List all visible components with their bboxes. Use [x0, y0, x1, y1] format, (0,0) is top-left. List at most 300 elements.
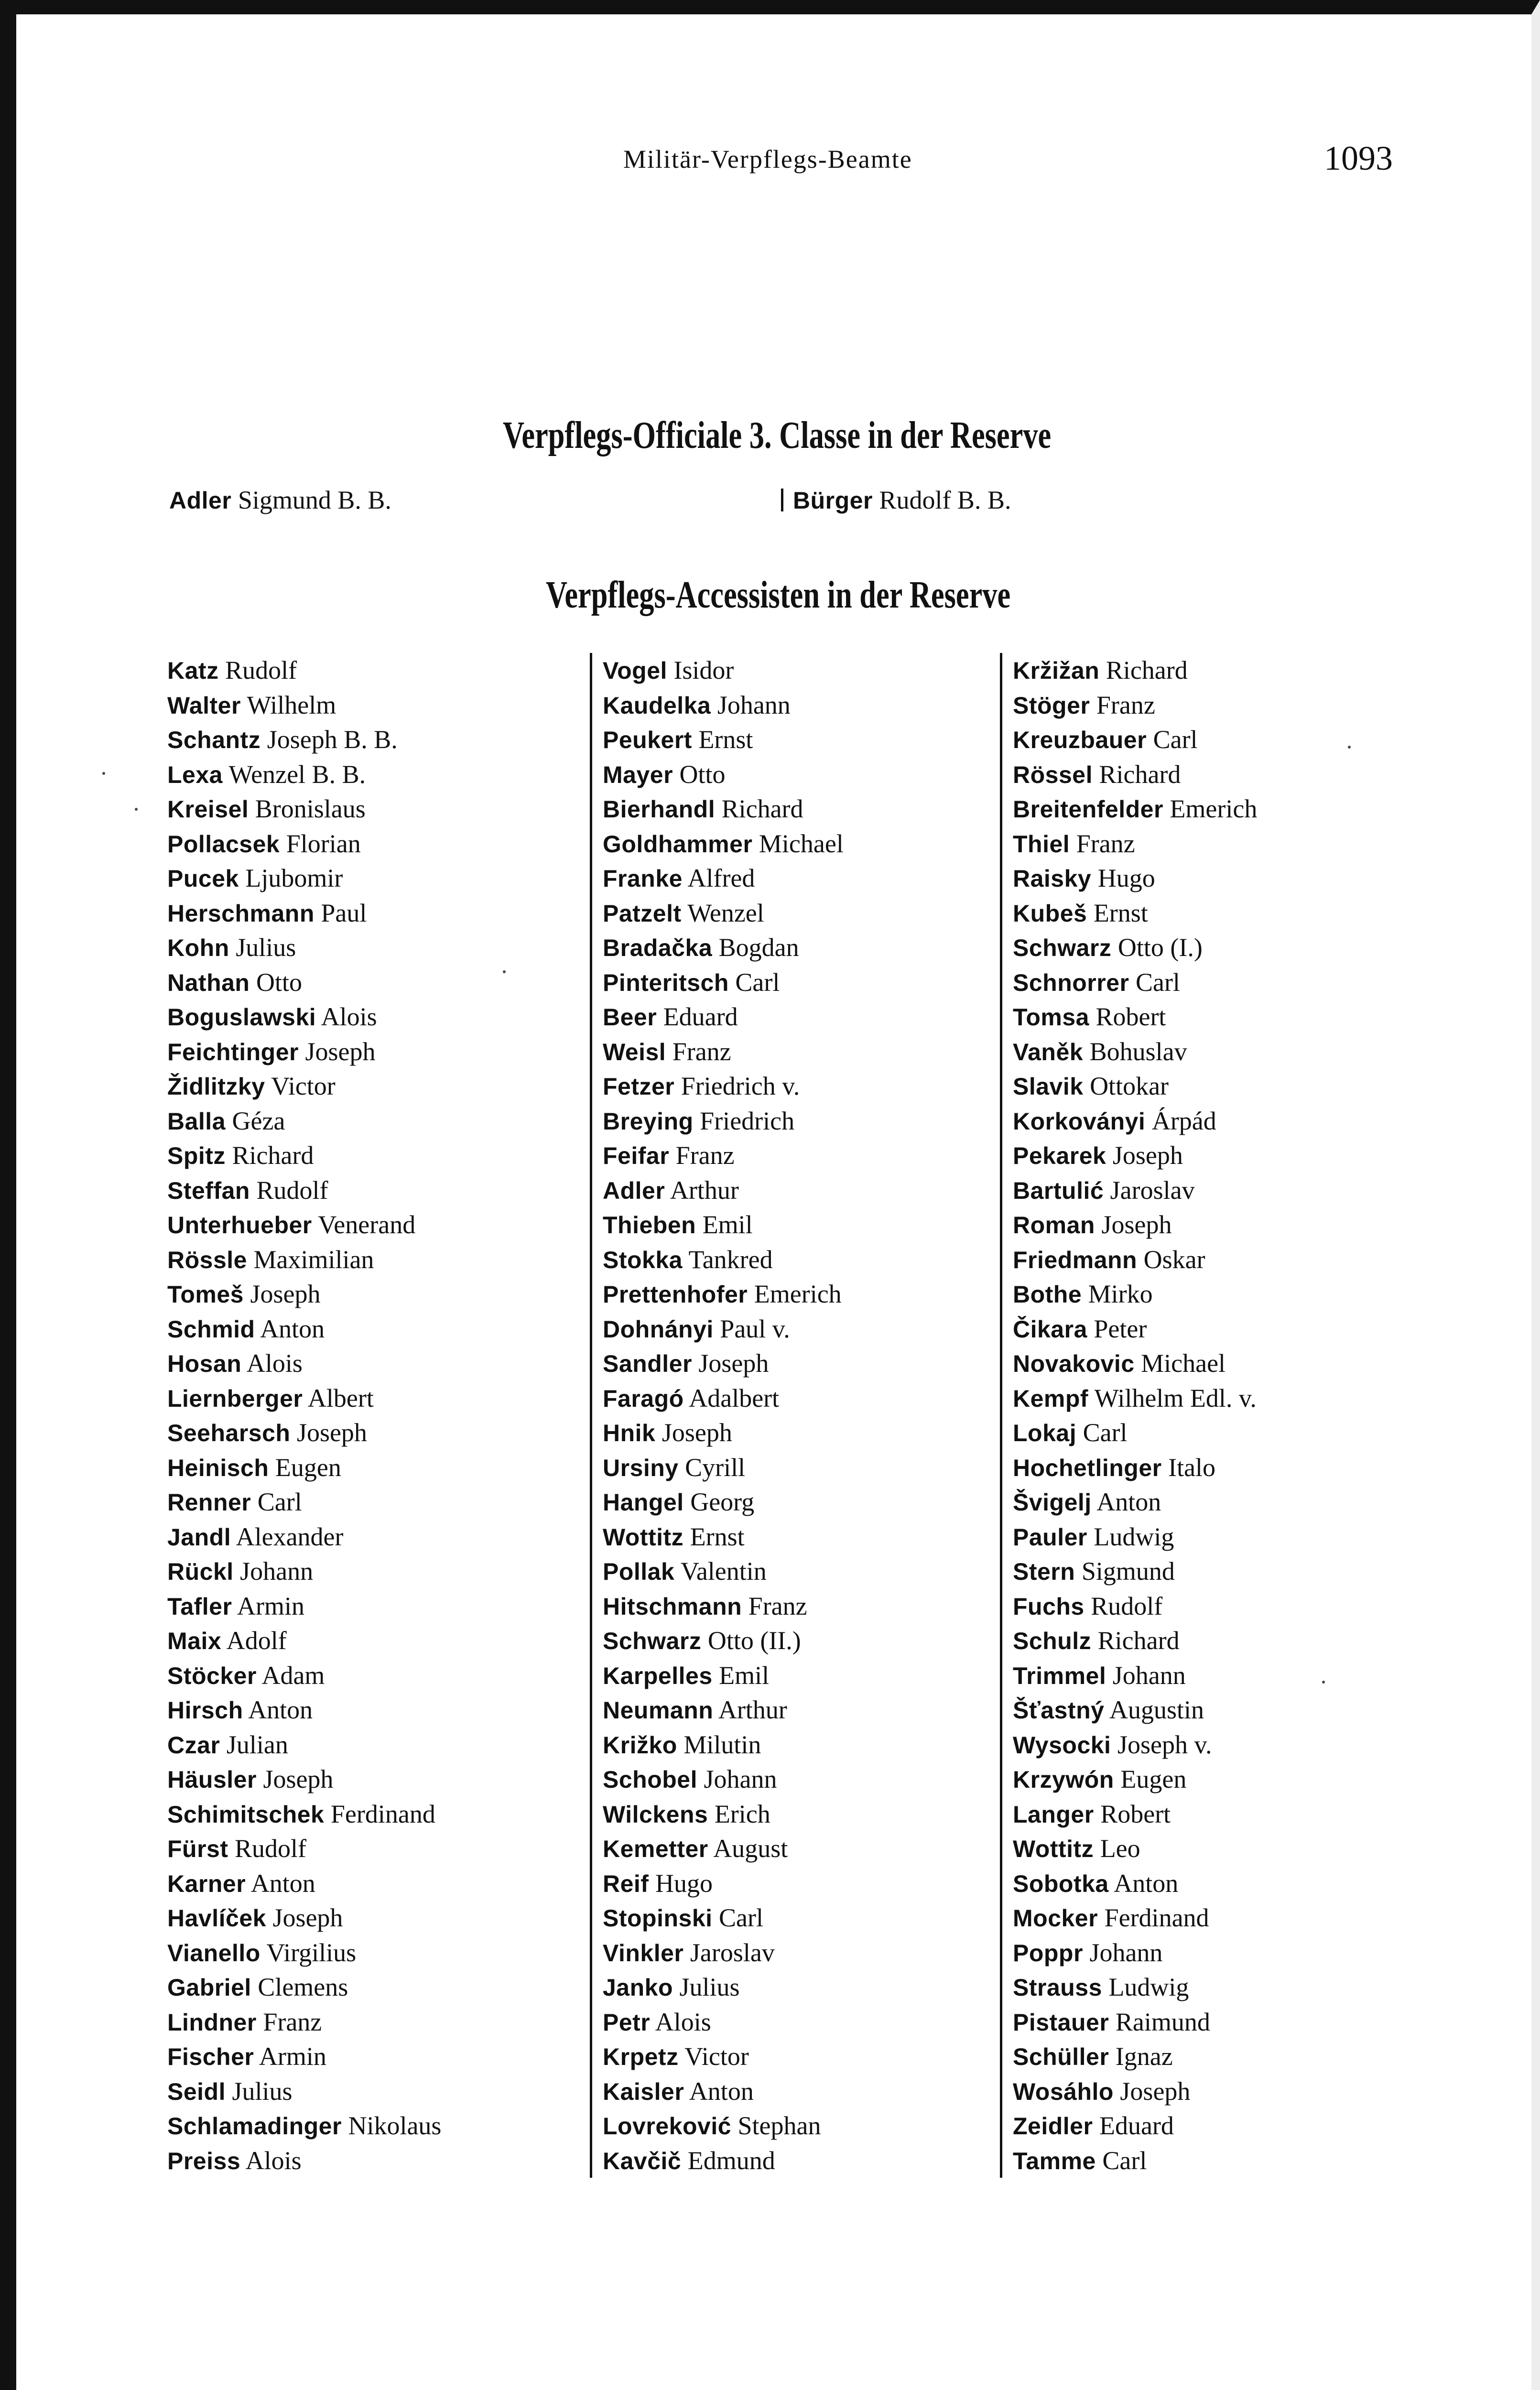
entry-surname: Boguslawski: [167, 1004, 316, 1031]
name-entry: [1013, 792, 1257, 826]
entry-given-name: Rudolf: [1091, 1591, 1163, 1620]
scan-speck: [135, 808, 138, 811]
name-entry: [1013, 1797, 1257, 1832]
entry-given-name: Armin: [259, 2042, 326, 2071]
entry-given-name: Richard: [1106, 656, 1188, 684]
name-entry: [167, 1831, 441, 1866]
entry-surname: Hangel: [603, 1489, 684, 1516]
entry-given-name: Franz: [1096, 690, 1155, 719]
entry-surname: Schlamadinger: [167, 2113, 342, 2140]
entry-given-name: Rudolf: [225, 656, 297, 684]
entry-given-name: Julius: [679, 1973, 740, 2001]
entry-surname: Stöger: [1013, 692, 1090, 719]
entry-given-name: Joseph v.: [1117, 1730, 1212, 1759]
entry-given-name: Tankred: [688, 1245, 773, 1274]
entry-surname: Sobotka: [1013, 1870, 1109, 1897]
entry-given-name: Ludwig: [1094, 1522, 1174, 1551]
name-entry: [1013, 1831, 1257, 1866]
name-entry: [167, 1242, 441, 1277]
entry-given-name: Paul: [321, 898, 367, 927]
name-entry: [1013, 688, 1257, 723]
entry-surname: Schobel: [603, 1766, 697, 1793]
entry-surname: Raisky: [1013, 865, 1092, 892]
entry-given-name: Jaroslav: [690, 1938, 775, 1967]
entry-given-name: Armin: [237, 1591, 304, 1620]
entry-given-name: Robert: [1100, 1799, 1171, 1828]
entry-surname: Pollacsek: [167, 830, 280, 858]
name-entry: [167, 1901, 441, 1935]
entry-given-name: Carl: [1135, 967, 1180, 997]
entry-surname: Kreisel: [167, 796, 249, 823]
name-entry: [167, 930, 441, 965]
entry-given-name: Árpád: [1151, 1106, 1216, 1135]
entry-surname: Hnik: [603, 1420, 656, 1446]
entry-given-name: Eugen: [275, 1453, 341, 1482]
entry-surname: Kempf: [1013, 1385, 1089, 1412]
name-entry: [1013, 2108, 1257, 2143]
entry-surname: Korkoványi: [1013, 1108, 1146, 1135]
entry-surname: Wottitz: [603, 1523, 684, 1551]
entry-given-name: Bogdan: [718, 933, 799, 962]
name-entry: [603, 930, 844, 965]
entry-surname: Karpelles: [603, 1662, 713, 1689]
entry-surname: Vaněk: [1013, 1038, 1084, 1065]
entry-given-name: Richard: [721, 794, 803, 823]
entry-surname: Breying: [603, 1108, 694, 1135]
name-entry: [603, 861, 844, 896]
entry-surname: Preiss: [167, 2147, 241, 2174]
entry-surname: Pauler: [1013, 1523, 1087, 1551]
name-entry: [603, 1762, 844, 1797]
name-entry: [167, 1485, 441, 1520]
entry-given-name: Robert: [1095, 1002, 1166, 1031]
entry-surname: Hosan: [167, 1350, 242, 1377]
entry-given-name: Bohuslav: [1089, 1037, 1187, 1066]
entry-given-name: Otto: [679, 760, 726, 789]
name-entry: [167, 1762, 441, 1797]
entry-given-name: Alexander: [236, 1522, 344, 1551]
entry-given-name: Ljubomir: [245, 864, 343, 892]
entry-given-name: Joseph: [250, 1280, 321, 1308]
name-entry: [603, 1623, 844, 1658]
name-entry: [603, 2143, 844, 2178]
entry-given-name: Augustin: [1109, 1695, 1204, 1724]
entry-surname: Seeharsch: [167, 1420, 291, 1446]
entry-surname: Kaisler: [603, 2078, 684, 2105]
entry-surname: Thiel: [1013, 830, 1070, 858]
entry-given-name: Michael: [759, 829, 844, 858]
entry-surname: Fürst: [167, 1836, 228, 1862]
entry-given-name: Clemens: [258, 1973, 348, 2001]
entry-surname: Reif: [603, 1870, 649, 1897]
entry-surname: Franke: [603, 865, 683, 892]
entry-surname: Kreuzbauer: [1013, 727, 1147, 753]
entry-surname: Kaudelka: [603, 692, 711, 719]
entry-surname: Langer: [1013, 1801, 1094, 1828]
entry-given-name: Eduard: [663, 1002, 738, 1031]
entry-surname: Pekarek: [1013, 1142, 1106, 1169]
entry-given-name: Albert: [307, 1383, 374, 1412]
entry-given-name: Rudolf: [256, 1175, 328, 1205]
name-entry: [167, 2143, 441, 2178]
name-entry: [603, 1312, 844, 1347]
entry-given-name: Valentin: [680, 1557, 767, 1586]
name-entry: [1013, 1277, 1257, 1312]
name-column-3: [1000, 653, 1257, 2178]
name-entry: [1013, 1104, 1257, 1139]
name-entry: [1013, 653, 1257, 688]
name-entry: [603, 1727, 844, 1762]
entry-surname: Patzelt: [603, 900, 682, 927]
name-entry: [603, 792, 844, 826]
entry-surname: Mayer: [603, 761, 673, 788]
name-entry: [603, 1554, 844, 1589]
entry-surname: Petr: [603, 2009, 651, 2036]
name-entry: [167, 1693, 441, 1727]
name-entry: [1013, 1727, 1257, 1762]
name-entry: [603, 2074, 844, 2109]
name-entry: [603, 722, 844, 757]
entry-given-name: Anton: [248, 1695, 313, 1724]
entry-surname: Havlíček: [167, 1905, 266, 1932]
entry-given-name: Emil: [702, 1210, 753, 1239]
entry-surname: Kemetter: [603, 1836, 708, 1862]
name-entry: [1013, 965, 1257, 1000]
entry-surname: Schantz: [167, 727, 261, 753]
name-entry: [1013, 1935, 1257, 1970]
column-divider: [781, 489, 783, 511]
name-entry: [603, 1346, 844, 1381]
entry-surname: Vogel: [603, 657, 667, 684]
entry-given-name: Julian: [226, 1730, 288, 1759]
name-column-2: [590, 653, 844, 2178]
entry-given-name: Franz: [748, 1591, 807, 1620]
name-entry: [603, 896, 844, 931]
entry-given-name: Ernst: [690, 1522, 745, 1551]
entry-given-name: August: [713, 1834, 788, 1863]
entry-given-name: Isidor: [673, 656, 734, 684]
name-entry: [167, 1034, 441, 1069]
entry-surname: Feifar: [603, 1142, 670, 1169]
entry-surname: Stern: [1013, 1558, 1075, 1585]
entry-given-name: Franz: [675, 1141, 735, 1170]
name-entry: [603, 2108, 844, 2143]
name-entry: [167, 1381, 441, 1416]
entry-surname: Rössle: [167, 1246, 247, 1273]
name-entry: [603, 1277, 844, 1312]
entry-given-name: Alfred: [687, 864, 755, 892]
entry-given-name: Alois: [245, 2146, 302, 2175]
entry-given-name: Julius: [232, 2076, 293, 2106]
name-entry: [603, 1138, 844, 1173]
name-entry: [167, 2108, 441, 2143]
entry-given-name: Carl: [719, 1903, 764, 1932]
section-title-accessisten: Verpflegs-Accessisten in der Reserve: [546, 574, 1011, 616]
entry-surname: Vianello: [167, 1939, 260, 1966]
entry-surname: Steffan: [167, 1177, 250, 1204]
name-entry: [603, 826, 844, 861]
entry-surname: Tomeš: [167, 1281, 244, 1308]
entry-surname: Walter: [167, 692, 241, 719]
name-entry: [1013, 826, 1257, 861]
name-entry: [603, 1658, 844, 1693]
name-entry: [603, 1797, 844, 1832]
entry-given-name: Anton: [1096, 1488, 1161, 1516]
entry-given-name: Adam: [261, 1661, 325, 1690]
entry-surname: Gabriel: [167, 1974, 251, 2001]
entry-surname: Pollak: [603, 1558, 675, 1585]
entry-given-name: Johann: [717, 690, 791, 719]
entry-given-name: Alois: [655, 2007, 711, 2036]
entry-surname: Faragó: [603, 1385, 684, 1412]
entry-surname: Trimmel: [1013, 1662, 1106, 1689]
name-entry: [167, 1104, 441, 1139]
name-entry: [1013, 2005, 1257, 2040]
entry-given-name: Richard: [1099, 760, 1181, 789]
entry-surname: Unterhueber: [167, 1212, 312, 1238]
entry-given-name: Johann: [240, 1557, 314, 1586]
entry-surname: Vinkler: [603, 1939, 684, 1966]
name-entry: [1013, 757, 1257, 792]
entry-surname: Schwarz: [603, 1628, 702, 1654]
name-entry: [1013, 1658, 1257, 1693]
entry-given-name: Joseph: [263, 1765, 334, 1793]
entry-surname: Poppr: [1013, 1939, 1083, 1966]
entry-given-name: Alois: [246, 1349, 303, 1378]
name-entry: [603, 1450, 844, 1485]
entry-given-name: Emerich: [1170, 794, 1258, 823]
entry-surname: Stöcker: [167, 1662, 257, 1689]
entry-surname: Renner: [167, 1489, 251, 1516]
name-column-1: [167, 653, 441, 2178]
scan-speck: [503, 970, 506, 973]
entry-surname: Zeidler: [1013, 2113, 1093, 2140]
entry-surname: Nathan: [167, 969, 250, 996]
name-entry: [167, 1277, 441, 1312]
entry-given-name: Joseph: [1101, 1210, 1172, 1239]
entry-surname: Jandl: [167, 1523, 231, 1551]
entry-surname: Wosáhlo: [1013, 2078, 1114, 2105]
entry-given-name: Ernst: [1093, 898, 1148, 927]
entry-given-name: Joseph: [1112, 1141, 1183, 1170]
name-entry: [603, 688, 844, 723]
entry-surname: Švigelj: [1013, 1489, 1092, 1516]
name-entry: [167, 1520, 441, 1554]
name-entry: [167, 1415, 441, 1450]
entry-surname: Peukert: [603, 727, 692, 753]
name-entry: [167, 1173, 441, 1208]
entry-given-name: Edmund: [687, 2146, 775, 2175]
name-entry: [603, 1520, 844, 1554]
entry-given-name: Cyrill: [685, 1453, 746, 1482]
entry-given-name: Paul v.: [720, 1314, 790, 1343]
entry-given-name: Joseph: [1120, 2076, 1191, 2106]
name-entry: [167, 999, 441, 1034]
entry-surname: Beer: [603, 1004, 657, 1031]
entry-surname: Czar: [167, 1731, 220, 1759]
entry-surname: Kubeš: [1013, 900, 1087, 927]
entry-surname: Balla: [167, 1108, 226, 1135]
entry-given-name: Anton: [260, 1314, 325, 1343]
entry-surname: Križko: [603, 1731, 677, 1759]
entry-surname: Spitz: [167, 1142, 226, 1169]
entry-given-name: Leo: [1100, 1834, 1140, 1863]
entry-surname: Rückl: [167, 1558, 234, 1585]
entry-given-name: Maximilian: [253, 1245, 374, 1274]
scan-speck: [102, 772, 105, 775]
entry-given-name: Carl: [1102, 2146, 1147, 2175]
name-entry: [603, 1173, 844, 1208]
entry-surname: Herschmann: [167, 900, 315, 927]
entry-given-name: Florian: [286, 829, 361, 858]
entry-surname: Fuchs: [1013, 1593, 1085, 1620]
name-entry: [1013, 896, 1257, 931]
entry-given-name: Adalbert: [689, 1383, 780, 1412]
entry-given-name: Georg: [690, 1488, 755, 1516]
entry-surname: Karner: [167, 1870, 246, 1897]
name-entry: [1013, 1589, 1257, 1624]
name-entry: [603, 1866, 844, 1901]
name-entry: [603, 1381, 844, 1416]
name-entry: [603, 653, 844, 688]
entry-given-name: Anton: [1114, 1869, 1179, 1898]
scan-speck: [1322, 1681, 1325, 1684]
entry-surname: Breitenfelder: [1013, 796, 1163, 823]
name-entry: [167, 1589, 441, 1624]
entry-given-name: Wilhelm: [247, 690, 336, 719]
name-entry: [603, 757, 844, 792]
entry-given-name: Johann: [1089, 1938, 1163, 1967]
entry-surname: Fetzer: [603, 1073, 675, 1100]
entry-surname: Thieben: [603, 1212, 696, 1238]
name-entry: [603, 1207, 844, 1242]
entry-surname: Weisl: [603, 1038, 666, 1065]
name-entry: [603, 2039, 844, 2074]
entry-given-name: Julius: [236, 933, 296, 962]
name-entry: [1013, 1381, 1257, 1416]
entry-given-name: Sigmund: [1081, 1557, 1175, 1586]
entry-given-name: Jaroslav: [1110, 1175, 1195, 1205]
name-entry: [167, 1554, 441, 1589]
name-entry: [1013, 1762, 1257, 1797]
entry-surname: Seidl: [167, 2078, 226, 2105]
entry-given-name: Anton: [250, 1869, 315, 1898]
entry-surname: Schimitschek: [167, 1801, 325, 1828]
entry-surname: Liernberger: [167, 1385, 303, 1412]
entry-given-name: Franz: [263, 2007, 322, 2036]
entry-given-name: Victor: [271, 1072, 336, 1100]
name-entry: [1013, 1346, 1257, 1381]
officiale-entry: [169, 485, 391, 515]
entry-given-name: Ottokar: [1090, 1072, 1169, 1100]
entry-surname: Kohn: [167, 934, 229, 961]
entry-given-name: Joseph: [305, 1037, 376, 1066]
name-entry: [1013, 1485, 1257, 1520]
running-head: Militär-Verpflegs-Beamte: [623, 145, 912, 174]
entry-surname: Stopinski: [603, 1905, 713, 1932]
entry-given-name: Carl: [1153, 725, 1198, 754]
entry-given-name: Ignaz: [1115, 2042, 1173, 2071]
entry-given-name: Eduard: [1099, 2111, 1174, 2140]
name-entry: [603, 1415, 844, 1450]
entry-given-name: Sigmund B. B.: [238, 486, 391, 514]
name-entry: [1013, 1554, 1257, 1589]
entry-surname: Janko: [603, 1974, 673, 2001]
entry-given-name: Venerand: [318, 1210, 416, 1239]
entry-given-name: Peter: [1094, 1314, 1147, 1343]
name-entry: [603, 1693, 844, 1727]
name-entry: [167, 1866, 441, 1901]
entry-given-name: Michael: [1141, 1349, 1226, 1378]
name-entry: [167, 792, 441, 826]
entry-surname: Pinteritsch: [603, 969, 729, 996]
entry-surname: Lovreković: [603, 2113, 732, 2140]
name-entry: [1013, 861, 1257, 896]
entry-given-name: Géza: [232, 1106, 285, 1135]
name-entry: [1013, 2039, 1257, 2074]
section-title-officiale: Verpflegs-Officiale 3. Classe in der Reserve: [503, 414, 1052, 456]
entry-surname: Bierhandl: [603, 796, 716, 823]
name-entry: [167, 2074, 441, 2109]
name-entry: [1013, 1623, 1257, 1658]
entry-surname: Dohnányi: [603, 1315, 714, 1343]
entry-given-name: Wilhelm Edl. v.: [1094, 1383, 1257, 1412]
entry-surname: Adler: [603, 1177, 665, 1204]
entry-given-name: Wenzel: [687, 898, 764, 927]
name-entry: [167, 1069, 441, 1104]
page-number: 1093: [1324, 139, 1393, 177]
name-entry: [1013, 2143, 1257, 2178]
entry-surname: Goldhammer: [603, 830, 753, 858]
name-entry: [1013, 1970, 1257, 2005]
name-entry: [603, 965, 844, 1000]
entry-surname: Novakovic: [1013, 1350, 1135, 1377]
entry-given-name: Alois: [321, 1002, 377, 1031]
entry-given-name: Franz: [1076, 829, 1135, 858]
entry-surname: Fischer: [167, 2043, 254, 2070]
entry-given-name: Richard: [1097, 1626, 1180, 1655]
name-entry: [167, 757, 441, 792]
entry-surname: Heinisch: [167, 1454, 269, 1481]
name-entry: [1013, 1520, 1257, 1554]
name-entry: [167, 1138, 441, 1173]
name-entry: [603, 1104, 844, 1139]
entry-given-name: Adolf: [226, 1626, 287, 1655]
entry-surname: Friedmann: [1013, 1246, 1138, 1273]
name-entry: [1013, 1312, 1257, 1347]
entry-surname: Krzywón: [1013, 1766, 1114, 1793]
entry-surname: Ursiny: [603, 1454, 679, 1481]
entry-surname: Sandler: [603, 1350, 692, 1377]
name-entry: [1013, 2074, 1257, 2109]
entry-given-name: Johann: [704, 1765, 777, 1793]
entry-surname: Adler: [169, 487, 232, 514]
entry-surname: Kržižan: [1013, 657, 1100, 684]
name-entry: [167, 1450, 441, 1485]
entry-given-name: Nikolaus: [348, 2111, 442, 2140]
entry-given-name: Friedrich v.: [681, 1072, 800, 1100]
entry-surname: Strauss: [1013, 1974, 1102, 2001]
entry-given-name: Joseph: [698, 1349, 769, 1378]
entry-surname: Židlitzky: [167, 1073, 265, 1100]
name-entry: [1013, 1450, 1257, 1485]
entry-surname: Mocker: [1013, 1905, 1098, 1932]
entry-surname: Pistauer: [1013, 2009, 1109, 2036]
entry-given-name: Ferdinand: [330, 1799, 435, 1828]
scan-speck: [1348, 746, 1351, 749]
entry-given-name: Joseph: [662, 1418, 732, 1447]
name-entry: [167, 1207, 441, 1242]
